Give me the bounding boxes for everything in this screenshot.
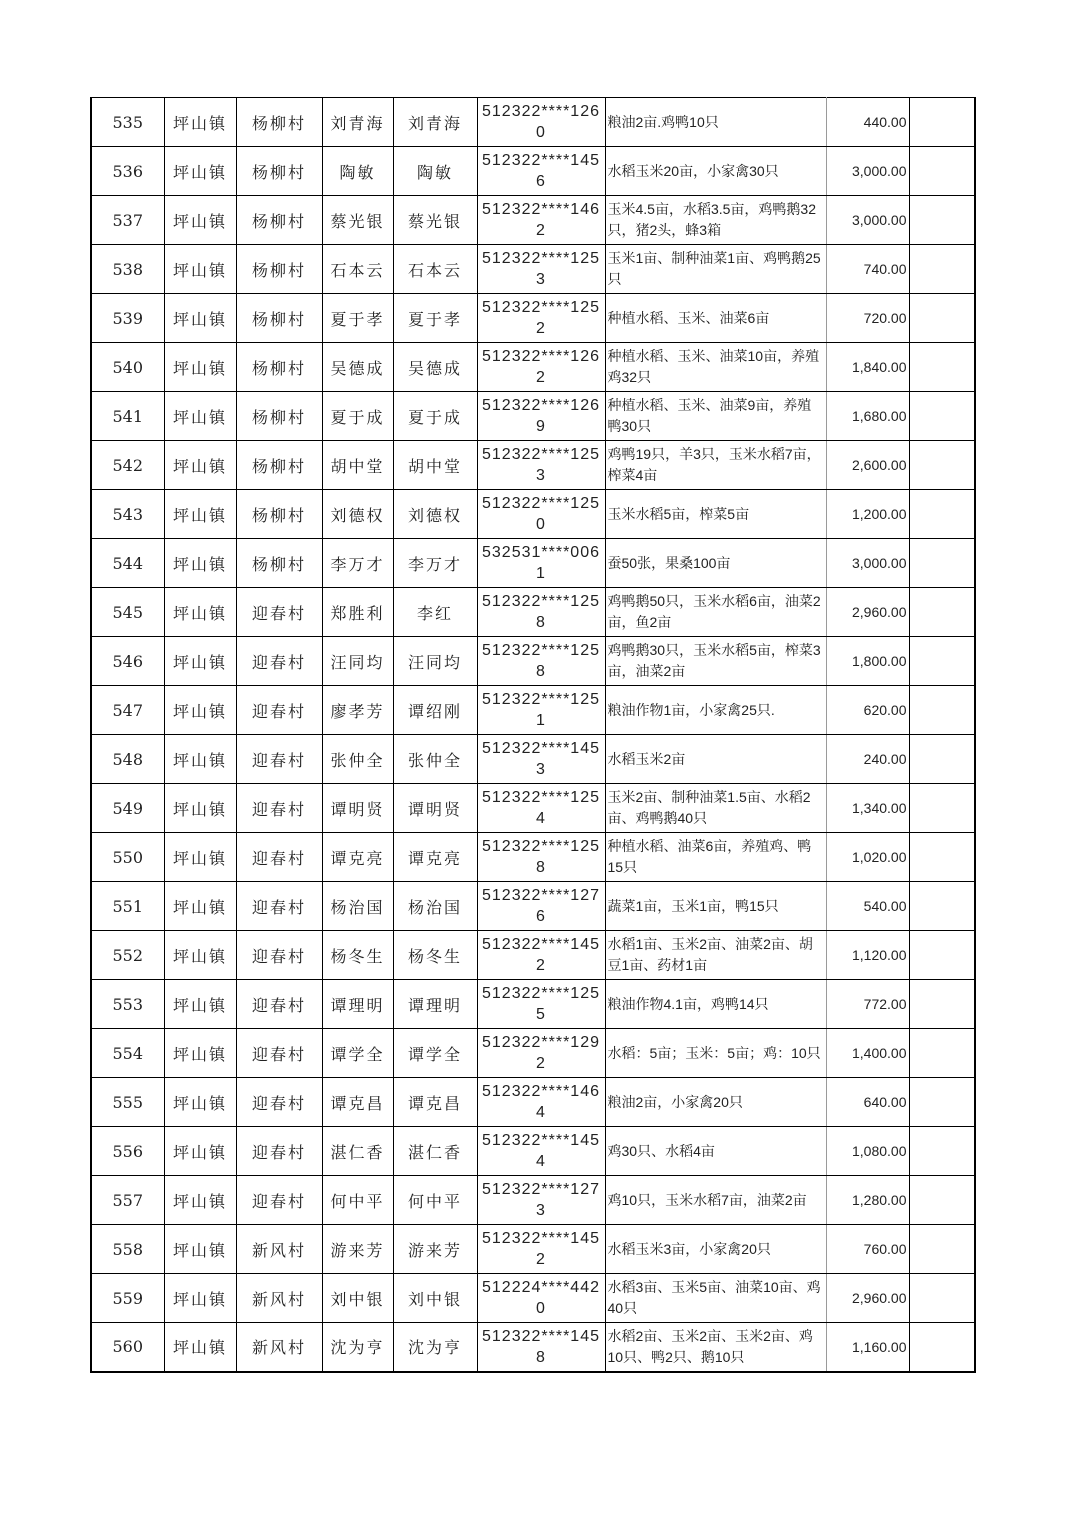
town-cell: 坪山镇	[164, 1323, 236, 1372]
row-number: 552	[91, 931, 164, 980]
town-cell: 坪山镇	[164, 539, 236, 588]
row-number: 555	[91, 1078, 164, 1127]
id-number: 512322****1456	[477, 147, 605, 196]
applicant-name: 张仲全	[322, 735, 393, 784]
id-number: 512322****1452	[477, 1225, 605, 1274]
remarks-cell	[909, 98, 975, 147]
remarks-cell	[909, 735, 975, 784]
applicant-name: 吴德成	[322, 343, 393, 392]
id-number: 512322****1462	[477, 196, 605, 245]
account-holder-name: 李万才	[393, 539, 477, 588]
applicant-name: 刘德权	[322, 490, 393, 539]
table-row	[91, 441, 975, 490]
town-cell: 坪山镇	[164, 980, 236, 1029]
row-number: 547	[91, 686, 164, 735]
village-cell: 迎春村	[236, 784, 322, 833]
village-cell: 迎春村	[236, 588, 322, 637]
village-cell: 杨柳村	[236, 245, 322, 294]
applicant-name: 蔡光银	[322, 196, 393, 245]
village-cell: 杨柳村	[236, 343, 322, 392]
town-cell: 坪山镇	[164, 931, 236, 980]
subsidy-amount: 440.00	[826, 98, 909, 147]
remarks-cell	[909, 441, 975, 490]
town-cell: 坪山镇	[164, 1127, 236, 1176]
subsidy-amount: 1,680.00	[826, 392, 909, 441]
id-number: 512322****1452	[477, 931, 605, 980]
account-holder-name: 李红	[393, 588, 477, 637]
subsidy-amount: 1,020.00	[826, 833, 909, 882]
applicant-name: 刘中银	[322, 1274, 393, 1323]
village-cell: 迎春村	[236, 735, 322, 784]
row-number: 558	[91, 1225, 164, 1274]
production-description: 玉米2亩、制种油菜1.5亩、水稻2亩、鸡鸭鹅40只	[605, 784, 826, 833]
town-cell: 坪山镇	[164, 1225, 236, 1274]
table-row	[91, 196, 975, 245]
production-description: 水稻玉米20亩，小家禽30只	[605, 147, 826, 196]
id-number: 512322****1251	[477, 686, 605, 735]
table-row	[91, 147, 975, 196]
remarks-cell	[909, 539, 975, 588]
town-cell: 坪山镇	[164, 882, 236, 931]
table-row	[91, 1029, 975, 1078]
id-number: 512322****1454	[477, 1127, 605, 1176]
town-cell: 坪山镇	[164, 1029, 236, 1078]
id-number: 512322****1464	[477, 1078, 605, 1127]
production-description: 水稻2亩、玉米2亩、玉米2亩、鸡10只、鸭2只、鹅10只	[605, 1323, 826, 1372]
village-cell: 迎春村	[236, 1127, 322, 1176]
subsidy-amount: 2,600.00	[826, 441, 909, 490]
table-row	[91, 588, 975, 637]
row-number: 551	[91, 882, 164, 931]
account-holder-name: 刘德权	[393, 490, 477, 539]
applicant-name: 杨冬生	[322, 931, 393, 980]
subsidy-amount: 1,120.00	[826, 931, 909, 980]
account-holder-name: 蔡光银	[393, 196, 477, 245]
remarks-cell	[909, 588, 975, 637]
subsidy-amount: 540.00	[826, 882, 909, 931]
row-number: 546	[91, 637, 164, 686]
remarks-cell	[909, 686, 975, 735]
subsidy-amount: 720.00	[826, 294, 909, 343]
town-cell: 坪山镇	[164, 784, 236, 833]
remarks-cell	[909, 980, 975, 1029]
village-cell: 杨柳村	[236, 490, 322, 539]
applicant-name: 杨治国	[322, 882, 393, 931]
production-description: 粮油2亩，小家禽20只	[605, 1078, 826, 1127]
id-number: 512224****4420	[477, 1274, 605, 1323]
production-description: 粮油作物4.1亩，鸡鸭14只	[605, 980, 826, 1029]
account-holder-name: 谭绍刚	[393, 686, 477, 735]
applicant-name: 夏于成	[322, 392, 393, 441]
production-description: 水稻3亩、玉米5亩、油菜10亩、鸡40只	[605, 1274, 826, 1323]
applicant-name: 李万才	[322, 539, 393, 588]
id-number: 512322****1254	[477, 784, 605, 833]
village-cell: 杨柳村	[236, 539, 322, 588]
table-row	[91, 686, 975, 735]
row-number: 545	[91, 588, 164, 637]
remarks-cell	[909, 784, 975, 833]
remarks-cell	[909, 294, 975, 343]
production-description: 水稻玉米2亩	[605, 735, 826, 784]
production-description: 鸡10只，玉米水稻7亩，油菜2亩	[605, 1176, 826, 1225]
table-row	[91, 735, 975, 784]
row-number: 553	[91, 980, 164, 1029]
table-body	[91, 98, 975, 1372]
production-description: 玉米4.5亩，水稻3.5亩，鸡鸭鹅32只，猪2头，蜂3箱	[605, 196, 826, 245]
village-cell: 新风村	[236, 1225, 322, 1274]
id-number: 512322****1458	[477, 1323, 605, 1372]
row-number: 537	[91, 196, 164, 245]
production-description: 种植水稻、玉米、油菜6亩	[605, 294, 826, 343]
town-cell: 坪山镇	[164, 833, 236, 882]
account-holder-name: 夏于孝	[393, 294, 477, 343]
account-holder-name: 石本云	[393, 245, 477, 294]
row-number: 536	[91, 147, 164, 196]
applicant-name: 谭克亮	[322, 833, 393, 882]
account-holder-name: 湛仁香	[393, 1127, 477, 1176]
subsidy-amount: 772.00	[826, 980, 909, 1029]
town-cell: 坪山镇	[164, 245, 236, 294]
production-description: 鸡鸭鹅50只，玉米水稻6亩，油菜2亩，鱼2亩	[605, 588, 826, 637]
row-number: 559	[91, 1274, 164, 1323]
table-row	[91, 931, 975, 980]
id-number: 512322****1273	[477, 1176, 605, 1225]
applicant-name: 谭学全	[322, 1029, 393, 1078]
table-row	[91, 343, 975, 392]
applicant-name: 陶敏	[322, 147, 393, 196]
id-number: 512322****1260	[477, 98, 605, 147]
account-holder-name: 张仲全	[393, 735, 477, 784]
remarks-cell	[909, 1176, 975, 1225]
id-number: 512322****1269	[477, 392, 605, 441]
applicant-name: 郑胜利	[322, 588, 393, 637]
subsidy-amount: 2,960.00	[826, 1274, 909, 1323]
subsidy-amount: 2,960.00	[826, 588, 909, 637]
row-number: 549	[91, 784, 164, 833]
row-number: 542	[91, 441, 164, 490]
subsidy-amount: 1,080.00	[826, 1127, 909, 1176]
account-holder-name: 沈为亨	[393, 1323, 477, 1372]
id-number: 512322****1258	[477, 637, 605, 686]
id-number: 512322****1292	[477, 1029, 605, 1078]
account-holder-name: 谭克昌	[393, 1078, 477, 1127]
row-number: 535	[91, 98, 164, 147]
table-row	[91, 98, 975, 147]
town-cell: 坪山镇	[164, 196, 236, 245]
account-holder-name: 陶敏	[393, 147, 477, 196]
account-holder-name: 杨冬生	[393, 931, 477, 980]
applicant-name: 沈为亨	[322, 1323, 393, 1372]
production-description: 种植水稻、玉米、油菜10亩，养殖鸡32只	[605, 343, 826, 392]
table-row	[91, 1323, 975, 1372]
table-row	[91, 882, 975, 931]
id-number: 512322****1252	[477, 294, 605, 343]
row-number: 543	[91, 490, 164, 539]
subsidy-amount: 3,000.00	[826, 539, 909, 588]
applicant-name: 夏于孝	[322, 294, 393, 343]
production-description: 蚕50张，果桑100亩	[605, 539, 826, 588]
town-cell: 坪山镇	[164, 490, 236, 539]
production-description: 鸡鸭19只，羊3只，玉米水稻7亩，榨菜4亩	[605, 441, 826, 490]
town-cell: 坪山镇	[164, 147, 236, 196]
subsidy-amount: 1,340.00	[826, 784, 909, 833]
applicant-name: 刘青海	[322, 98, 393, 147]
village-cell: 杨柳村	[236, 441, 322, 490]
town-cell: 坪山镇	[164, 588, 236, 637]
applicant-name: 石本云	[322, 245, 393, 294]
account-holder-name: 谭克亮	[393, 833, 477, 882]
id-number: 512322****1255	[477, 980, 605, 1029]
production-description: 玉米水稻5亩，榨菜5亩	[605, 490, 826, 539]
subsidy-amount: 1,400.00	[826, 1029, 909, 1078]
id-number: 512322****1258	[477, 833, 605, 882]
village-cell: 迎春村	[236, 931, 322, 980]
town-cell: 坪山镇	[164, 1078, 236, 1127]
account-holder-name: 谭明贤	[393, 784, 477, 833]
table-row	[91, 637, 975, 686]
id-number: 532531****0061	[477, 539, 605, 588]
town-cell: 坪山镇	[164, 1176, 236, 1225]
account-holder-name: 杨治国	[393, 882, 477, 931]
production-description: 种植水稻、玉米、油菜9亩，养殖鸭30只	[605, 392, 826, 441]
account-holder-name: 吴德成	[393, 343, 477, 392]
town-cell: 坪山镇	[164, 343, 236, 392]
village-cell: 迎春村	[236, 1176, 322, 1225]
village-cell: 杨柳村	[236, 392, 322, 441]
village-cell: 新风村	[236, 1274, 322, 1323]
table-row	[91, 980, 975, 1029]
table-row	[91, 1078, 975, 1127]
row-number: 548	[91, 735, 164, 784]
applicant-name: 胡中堂	[322, 441, 393, 490]
row-number: 541	[91, 392, 164, 441]
remarks-cell	[909, 1078, 975, 1127]
remarks-cell	[909, 1029, 975, 1078]
account-holder-name: 谭理明	[393, 980, 477, 1029]
id-number: 512322****1276	[477, 882, 605, 931]
village-cell: 杨柳村	[236, 294, 322, 343]
town-cell: 坪山镇	[164, 98, 236, 147]
row-number: 544	[91, 539, 164, 588]
town-cell: 坪山镇	[164, 1274, 236, 1323]
row-number: 554	[91, 1029, 164, 1078]
remarks-cell	[909, 490, 975, 539]
production-description: 玉米1亩、制种油菜1亩、鸡鸭鹅25只	[605, 245, 826, 294]
town-cell: 坪山镇	[164, 686, 236, 735]
applicant-name: 谭理明	[322, 980, 393, 1029]
remarks-cell	[909, 1127, 975, 1176]
applicant-name: 谭明贤	[322, 784, 393, 833]
table-row	[91, 245, 975, 294]
table-row	[91, 1274, 975, 1323]
account-holder-name: 何中平	[393, 1176, 477, 1225]
table-row	[91, 1225, 975, 1274]
row-number: 557	[91, 1176, 164, 1225]
table-row	[91, 490, 975, 539]
account-holder-name: 胡中堂	[393, 441, 477, 490]
row-number: 560	[91, 1323, 164, 1372]
remarks-cell	[909, 147, 975, 196]
village-cell: 迎春村	[236, 686, 322, 735]
village-cell: 迎春村	[236, 882, 322, 931]
production-description: 蔬菜1亩，玉米1亩，鸭15只	[605, 882, 826, 931]
id-number: 512322****1262	[477, 343, 605, 392]
account-holder-name: 汪同均	[393, 637, 477, 686]
subsidy-amount: 240.00	[826, 735, 909, 784]
remarks-cell	[909, 343, 975, 392]
id-number: 512322****1250	[477, 490, 605, 539]
remarks-cell	[909, 196, 975, 245]
town-cell: 坪山镇	[164, 637, 236, 686]
remarks-cell	[909, 1323, 975, 1372]
table-row	[91, 294, 975, 343]
table-row	[91, 833, 975, 882]
row-number: 550	[91, 833, 164, 882]
id-number: 512322****1258	[477, 588, 605, 637]
subsidy-amount: 1,280.00	[826, 1176, 909, 1225]
subsidy-amount: 640.00	[826, 1078, 909, 1127]
subsidy-table	[90, 97, 976, 1373]
village-cell: 杨柳村	[236, 147, 322, 196]
production-description: 鸡鸭鹅30只，玉米水稻5亩，榨菜3亩，油菜2亩	[605, 637, 826, 686]
row-number: 538	[91, 245, 164, 294]
village-cell: 杨柳村	[236, 98, 322, 147]
village-cell: 杨柳村	[236, 196, 322, 245]
row-number: 556	[91, 1127, 164, 1176]
table-row	[91, 539, 975, 588]
id-number: 512322****1453	[477, 735, 605, 784]
subsidy-amount: 760.00	[826, 1225, 909, 1274]
subsidy-amount: 1,200.00	[826, 490, 909, 539]
applicant-name: 何中平	[322, 1176, 393, 1225]
table-row	[91, 1176, 975, 1225]
row-number: 540	[91, 343, 164, 392]
village-cell: 迎春村	[236, 1029, 322, 1078]
production-description: 鸡30只、水稻4亩	[605, 1127, 826, 1176]
id-number: 512322****1253	[477, 441, 605, 490]
village-cell: 迎春村	[236, 637, 322, 686]
town-cell: 坪山镇	[164, 294, 236, 343]
applicant-name: 廖孝芳	[322, 686, 393, 735]
village-cell: 迎春村	[236, 980, 322, 1029]
subsidy-amount: 1,800.00	[826, 637, 909, 686]
subsidy-amount: 3,000.00	[826, 196, 909, 245]
production-description: 水稻玉米3亩，小家禽20只	[605, 1225, 826, 1274]
remarks-cell	[909, 1225, 975, 1274]
town-cell: 坪山镇	[164, 392, 236, 441]
village-cell: 迎春村	[236, 1078, 322, 1127]
village-cell: 新风村	[236, 1323, 322, 1372]
production-description: 水稻1亩、玉米2亩、油菜2亩、胡豆1亩、药材1亩	[605, 931, 826, 980]
production-description: 粮油2亩.鸡鸭10只	[605, 98, 826, 147]
production-description: 粮油作物1亩，小家禽25只.	[605, 686, 826, 735]
subsidy-amount: 1,840.00	[826, 343, 909, 392]
town-cell: 坪山镇	[164, 441, 236, 490]
remarks-cell	[909, 245, 975, 294]
remarks-cell	[909, 833, 975, 882]
subsidy-amount: 1,160.00	[826, 1323, 909, 1372]
account-holder-name: 夏于成	[393, 392, 477, 441]
id-number: 512322****1253	[477, 245, 605, 294]
remarks-cell	[909, 931, 975, 980]
production-description: 种植水稻、油菜6亩，养殖鸡、鸭15只	[605, 833, 826, 882]
remarks-cell	[909, 882, 975, 931]
town-cell: 坪山镇	[164, 735, 236, 784]
account-holder-name: 刘中银	[393, 1274, 477, 1323]
table-row	[91, 392, 975, 441]
account-holder-name: 谭学全	[393, 1029, 477, 1078]
subsidy-amount: 3,000.00	[826, 147, 909, 196]
row-number: 539	[91, 294, 164, 343]
village-cell: 迎春村	[236, 833, 322, 882]
subsidy-amount: 740.00	[826, 245, 909, 294]
remarks-cell	[909, 1274, 975, 1323]
applicant-name: 谭克昌	[322, 1078, 393, 1127]
table-row	[91, 784, 975, 833]
production-description: 水稻：5亩；玉米：5亩；鸡：10只	[605, 1029, 826, 1078]
applicant-name: 湛仁香	[322, 1127, 393, 1176]
subsidy-amount: 620.00	[826, 686, 909, 735]
remarks-cell	[909, 637, 975, 686]
applicant-name: 游来芳	[322, 1225, 393, 1274]
account-holder-name: 游来芳	[393, 1225, 477, 1274]
table-row	[91, 1127, 975, 1176]
applicant-name: 汪同均	[322, 637, 393, 686]
remarks-cell	[909, 392, 975, 441]
account-holder-name: 刘青海	[393, 98, 477, 147]
